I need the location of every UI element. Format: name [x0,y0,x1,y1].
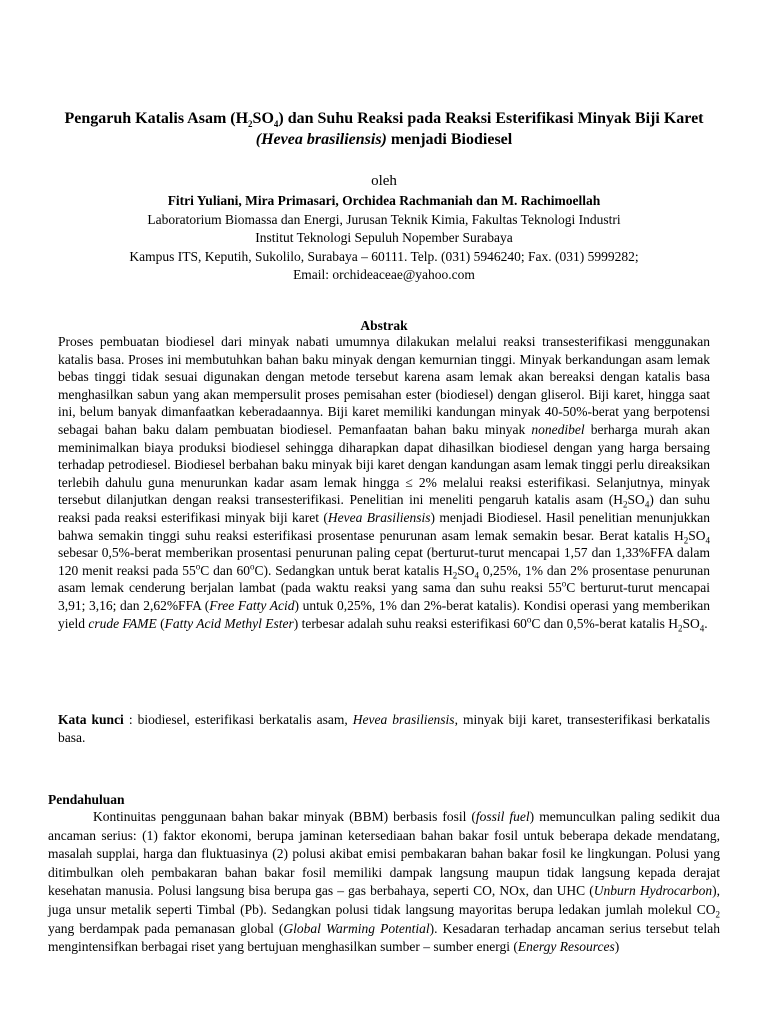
abstract-heading: Abstrak [360,318,408,333]
affiliation-line: Institut Teknologi Sepuluh Nopember Surabaya [255,230,513,245]
abstract-body: Proses pembuatan biodiesel dari minyak nabati umumnya dilakukan melalui reaksi transesterifikasi menggunakan katalis basa. Proses ini membutuhkan bahan baku minyak dengan kemurnian tinggi. Minyak berkandungan asam lemak bebas tinggi tidak sesuai digunakan dengan metode tersebut karena asam lemak akan bereaksi dengan katalis basa menghasilkan sabun yang akan mempersulit proses pemisahan ester (biodiesel) dengan gliserol. Biji karet, hingga saat ini, belum banyak dimanfaatkan keberadaannya. Biji karet memiliki kandungan minyak 40-50%-berat yang berpotensi sebagai bahan baku dalam pembuatan biodiesel. Pemanfaatan bahan baku minyak nonedibel berharga murah akan meminimalkan biaya produksi biodiesel sehingga diharapkan dapat dihasilkan biodiesel dengan yang harga bersaing terhadap petrodiesel. Biodiesel berbahan baku minyak biji karet dengan kandungan asam lemak tinggi perlu direaksikan terlebih dahulu guna menurunkan kadar asam lemak hingga ≤ 2% melalui reaksi esterifikasi. Selanjutnya, minyak tersebut dilanjutkan dengan reaksi transesterifikasi. Penelitian ini meneliti pengaruh katalis asam $(H_2SO_4)$ dan suhu reaksi pada reaksi esterifikasi minyak biji karet (Hevea Brasiliensis) menjadi Biodiesel. Hasil penelitian menunjukkan bahwa semakin tinggi suhu reaksi esterifikasi prosentase penurunan asam lemak semakin besar. Berat katalis $H_2SO_4$ sebesar 0,5%-berat memberikan prosentasi penurunan paling cepat (berturut-turut mencapai 1,57 dan 1,33%FFA dalam 120 menit reaksi pada 55$^o$C dan 60$^o$C). Sedangkan untuk berat katalis $H_2SO_4$ 0,25%, 1% dan 2% prosentase penurunan asam lemak cenderung berjalan lambat (pada waktu reaksi yang sama dan suhu reaksi 55$^o$C berturut-turut mencapai 3,91; 3,16; dan 2,62%FFA (Free Fatty Acid) untuk 0,25%, 1% dan 2%-berat katalis). Kondisi operasi yang memberikan yield crude FAME (Fatty Acid Methyl Ester) terbesar adalah suhu reaksi esterifikasi 60$^o$C dan 0,5%-berat katalis $H_2SO_4$. [58,334,711,634]
paper-title: Pengaruh Katalis Asam $(H_2SO_4)$ dan Suhu Reaksi pada Reaksi Esterifikasi Minyak Biji Karet (Hevea brasiliensis) menjadi Biodiesel [64,110,704,148]
section-heading-pendahuluan: Pendahuluan [48,792,125,807]
affiliation-line: Kampus ITS, Keputih, Sukolilo, Surabaya – 60111. Telp. (031) 5946240; Fax. (031) 5999282; [129,248,639,264]
author-block [40,192,728,285]
keywords: Kata kunci : biodiesel, esterifikasi berkatalis asam, Hevea brasiliensis, minyak biji karet, transesterifikasi berkatalis basa. [58,712,710,745]
keywords-label: Kata kunci [58,712,124,727]
oleh-label: oleh [371,173,397,189]
author-names: Fitri Yuliani, Mira Primasari, Orchidea Rachmaniah dan M. Rachimoellah [167,193,601,208]
affiliation-line: Laboratorium Biomassa dan Energi, Jurusan Teknik Kimia, Fakultas Teknologi Industri [147,211,621,227]
introduction-body: Kontinuitas penggunaan bahan bakar minyak (BBM) berbasis fosil (fossil fuel) memunculkan paling sedikit dua ancaman serius: (1) faktor ekonomi, berupa jaminan ketersediaan bahan bakar fosil untuk beberapa dekade mendatang, masalah supplai, harga dan fluktuasinya (2) polusi akibat emisi pembakaran bahan bakar fosil ke lingkungan. Polusi yang ditimbulkan oleh pembakaran bahan bakar fosil memiliki dampak langsung maupun tidak langsung kepada derajat kesehatan manusia. Polusi langsung bisa berupa gas – gas berbahaya, seperti CO, NOx, dan UHC (Unburn Hydrocarbon), juga unsur metalik seperti Timbal (Pb). Sedangkan polusi tidak langsung mayoritas berupa ledakan jumlah molekul $CO_2$ yang berdampak pada pemanasan global (Global Warming Potential). Kesadaran terhadap ancaman serius tersebut telah mengintensifkan berbagai riset yang bertujuan menghasilkan sumber – sumber energi (Energy Resources) [48,809,720,955]
email-line: Email: orchideaceae@yahoo.com [293,267,475,282]
